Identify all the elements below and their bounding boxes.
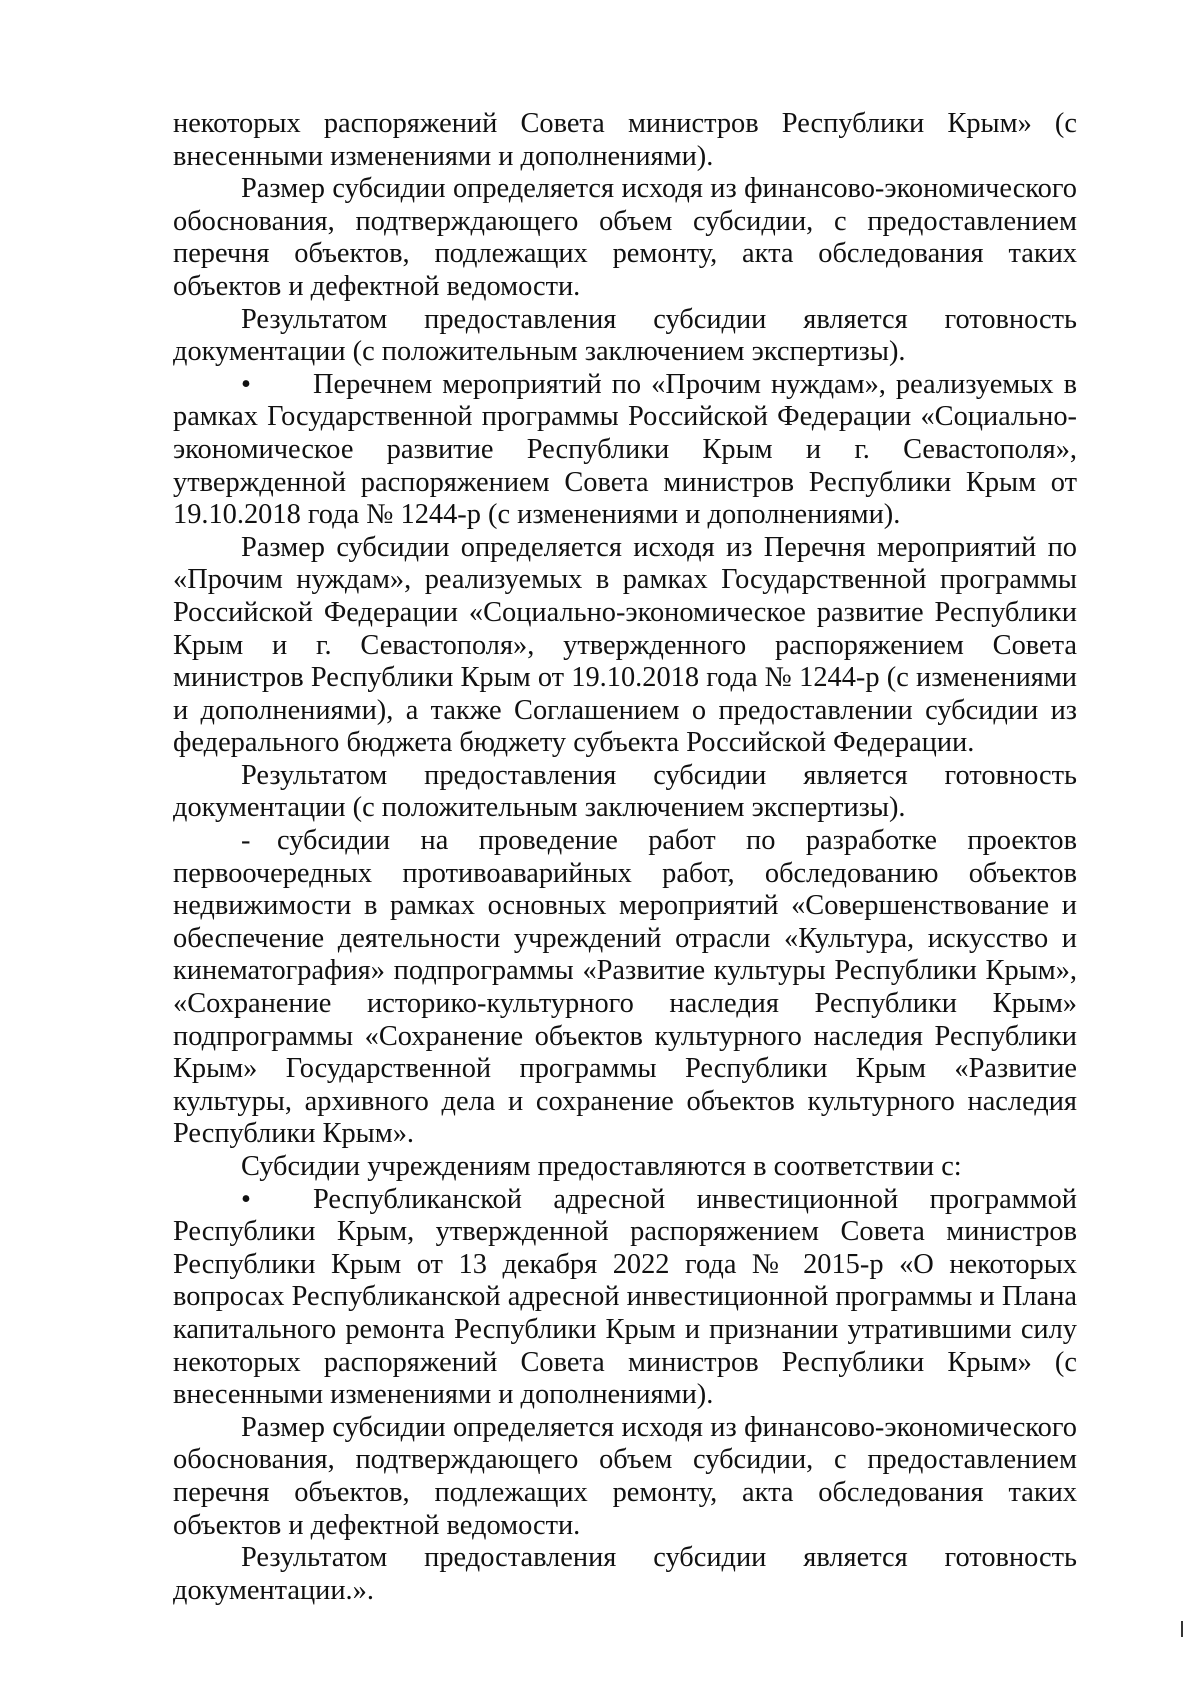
paragraph-subsidy-size: Размер субсидии определяется исходя из Перечня мероприятий по «Прочим нуждам», реализуемых в рамках Государственной программы Российской Федерации «Социально-экономическое развитие Республики Крым и г. Севастополя», утвержденного распоряжением Совета министров Республики Крым от 19.10.2018 года № 1244-р (с изменениями и дополнениями), а также Соглашением о предоставлении субсидии из федерального бюджета бюджету субъекта Российской Федерации. bbox=[173, 531, 1077, 759]
dash-item-culture-subsidies bbox=[173, 825, 1077, 1151]
paragraph-subsidy-size: Размер субсидии определяется исходя из финансово-экономического обоснования, подтверждающего объем субсидии, с предоставлением перечня объектов, подлежащих ремонту, акта обследования таких объектов и дефектной ведомости. bbox=[173, 1411, 1077, 1541]
bullet-marker: • bbox=[241, 1183, 251, 1215]
dash-item-text: субсидии на проведение работ по разработке проектов первоочередных противоаварийных работ, обследованию объектов недвижимости в рамках основных мероприятий «Совершенствование и обеспечение деятельности учреждений отрасли «Культура, искусство и кинематография» подпрограммы «Развитие культуры Республики Крым», «Сохранение историко-культурного наследия Республики Крым» подпрограммы «Сохранение объектов культурного наследия Республики Крым» Государственной программы Республики Крым «Развитие культуры, архивного дела и сохранение объектов культурного наследия Республики Крым». bbox=[173, 825, 1077, 1150]
bullet-item-text: Республиканской адресной инвестиционной программой Республики Крым, утвержденной распоряжением Совета министров Республики Крым от 13 декабря 2022 года № 2015-р «О некоторых вопросах Республиканской адресной инвестиционной программы и Плана капитального ремонта Республики Крым и признании утратившими силу некоторых распоряжений Совета министров Республики Крым» (с внесенными изменениями и дополнениями). bbox=[173, 1183, 1077, 1411]
bullet-item-other-needs bbox=[173, 369, 1077, 532]
paragraph-subsidy-size: Размер субсидии определяется исходя из финансово-экономического обоснования, подтверждающего объем субсидии, с предоставлением перечня объектов, подлежащих ремонту, акта обследования таких объектов и дефектной ведомости. bbox=[173, 173, 1077, 302]
bullet-marker: • bbox=[241, 368, 251, 400]
bullet-item-text: Перечнем мероприятий по «Прочим нуждам», реализуемых в рамках Государственной программы Российской Федерации «Социально-экономическое развитие Республики Крым и г. Севастополя», утвержденной распоряжением Совета министров Республики Крым от 19.10.2018 года № 1244-р (с изменениями и дополнениями). bbox=[173, 368, 1077, 531]
paragraph-subsidy-result-final: Результатом предоставления субсидии является готовность документации.». bbox=[173, 1542, 1077, 1606]
scan-margin-mark bbox=[1181, 1621, 1183, 1637]
document-page bbox=[173, 108, 1077, 1607]
paragraph-subsidy-result: Результатом предоставления субсидии является готовность документации (с положительным заключением экспертизы). bbox=[173, 759, 1077, 824]
bullet-item-investment-program bbox=[173, 1184, 1077, 1412]
dash-marker: - bbox=[241, 825, 251, 857]
paragraph-continuation: некоторых распоряжений Совета министров Республики Крым» (с внесенными изменениями и дополнениями). bbox=[173, 108, 1077, 172]
paragraph-subsidy-result: Результатом предоставления субсидии является готовность документации (с положительным заключением экспертизы). bbox=[173, 303, 1077, 368]
paragraph-subsidies-intro: Субсидии учреждениям предоставляются в соответствии с: bbox=[241, 1151, 962, 1182]
